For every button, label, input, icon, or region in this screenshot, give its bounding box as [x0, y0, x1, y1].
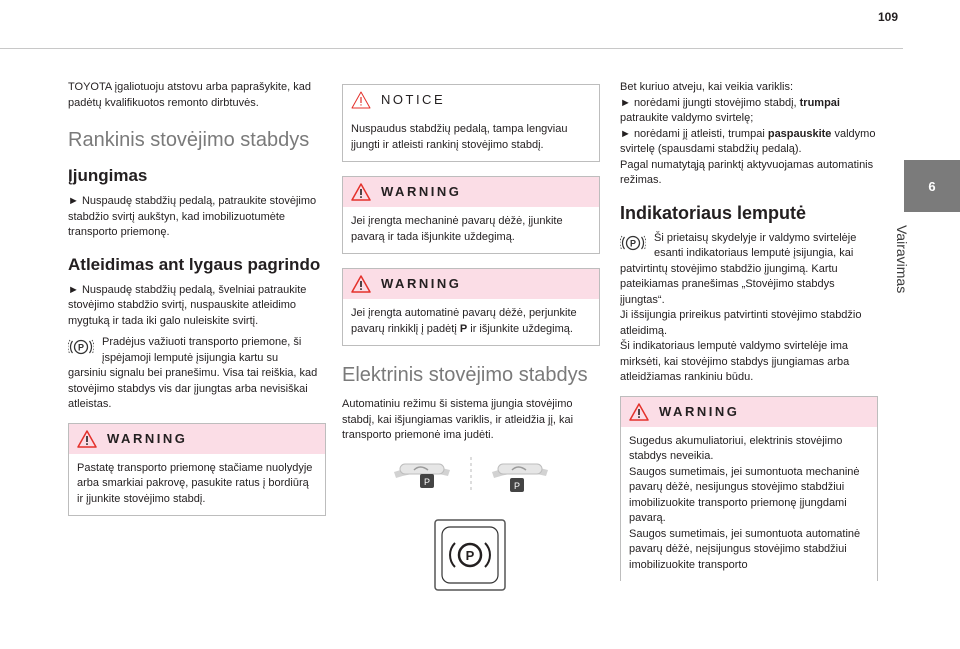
atleidimas-text: ► Nuspaudę stabdžių pedalą, švelniai patraukite stovėjimo stabdžio svirtį, nuspauskite atleidimo mygtuką ir tada iki galo nuleiskite svirtį.	[68, 283, 307, 327]
indicator-text-p3: Ši indikatoriaus lemputė valdymo svirtelėje ima mirksėti, kai stovėjimo stabdys įjungiamas arba atleidžiamas rankiniu būdu.	[620, 340, 850, 383]
heading-indikatoriaus: Indikatoriaus lemputė	[620, 202, 807, 223]
indicator-paragraph	[68, 335, 326, 366]
column-1	[68, 80, 326, 530]
notice-header	[343, 85, 599, 115]
warning-text-b: ir išjunkite uždegimą.	[467, 322, 573, 335]
intro-bullet-2	[620, 127, 878, 158]
chapter-tab	[904, 160, 960, 212]
electric-brake-figure	[342, 452, 600, 602]
warning-body	[343, 299, 599, 345]
column-2	[342, 80, 600, 602]
chapter-number: 6	[928, 178, 936, 194]
chapter-label: Vairavimas	[894, 225, 910, 294]
indicator-text-rest: patvirtintų stovėjimo stabdžio įjungimą. Kartu pateikiamas pranešimas „Stovėjimo stabdys įjungtas“.	[620, 262, 838, 306]
parking-brake-indicator-icon	[68, 337, 94, 357]
notice-body: Nuspaudus stabdžių pedalą, tampa lengviau įjungti ir atleisti rankinį stovėjimo stabdį.	[351, 123, 568, 151]
svg-text:P: P	[423, 476, 431, 487]
parking-brake-indicator-icon	[620, 233, 646, 253]
svg-text:P: P	[513, 480, 521, 491]
electric-parking-brake-switch-icon	[342, 452, 600, 602]
warning-text-a: Jei įrengta automatinė pavarų dėžė, perjunkite pavarų rinkiklį į padėtį	[351, 307, 577, 335]
bullet-1-bold: trumpai	[799, 96, 840, 109]
gear-position-p: P	[459, 322, 468, 335]
heading-ijungimas: Įjungimas	[68, 166, 148, 185]
bullet-2-bold: paspauskite	[767, 127, 832, 140]
intro-paragraph: TOYOTA įgaliotuoju atstovu arba paprašykite, kad padėtų kvalifikuotos remonto dirbtuvės.	[68, 81, 311, 109]
warning-box-manual	[342, 176, 600, 254]
warning-title: WARNING	[107, 430, 188, 446]
bullet-1-b: patraukite valdymo svirtelę;	[620, 112, 754, 124]
warning-triangle-icon	[351, 183, 371, 201]
intro-line-1: Bet kuriuo atveju, kai veikia variklis:	[620, 81, 794, 93]
heading-rankinis: Rankinis stovėjimo stabdys	[68, 129, 310, 151]
page-number: 109	[877, 10, 898, 24]
svg-text:P: P	[465, 547, 475, 563]
indicator-text-first: Pradėjus važiuoti transporto priemone, ši įspėjamoji lemputė įsijungia kartu su	[102, 336, 302, 364]
warning-box-automatic	[342, 268, 600, 346]
warning-header	[621, 397, 877, 427]
bullet-2-b: valdymo svirtelę (spausdami stabdžių pedalą).	[620, 127, 876, 155]
warning-header	[343, 177, 599, 207]
warning-title: WARNING	[659, 403, 740, 419]
indicator-text-p2: Ji išsijungia prireikus patvirtinti stovėjimo stabdžio atleidimą.	[620, 309, 862, 337]
warning-triangle-icon	[351, 275, 371, 293]
elektrinis-text: Automatiniu režimu ši sistema įjungia stovėjimo stabdį, kai išjungiamas variklis, ir atleidžia jį, kai transporto priemonė ima judėti.	[342, 398, 574, 441]
notice-title: NOTICE	[381, 92, 446, 108]
notice-triangle-icon	[351, 91, 371, 109]
warning-triangle-icon	[77, 430, 97, 448]
warning-body: Jei įrengta mechaninė pavarų dėžė, įjunkite pavarą ir tada išjunkite uždegimą.	[351, 215, 563, 243]
bullet-2-a: ► norėdami jį atleisti, trumpai	[620, 127, 768, 140]
header-divider	[0, 48, 903, 49]
warning-header	[343, 269, 599, 299]
indicator-text-first: Ši prietaisų skydelyje ir valdymo svirtelėje esanti indikatoriaus lemputė įsijungia, kai	[654, 231, 857, 259]
intro-line-4: Pagal numatytąją parinktį aktyvuojamas automatinis režimas.	[620, 158, 874, 186]
svg-text:P: P	[77, 342, 85, 353]
warning-title: WARNING	[381, 276, 462, 292]
heading-atleidimas: Atleidimas ant lygaus pagrindo	[68, 254, 321, 274]
warning-body: Pastatę transporto priemonę stačiame nuolydyje arba smarkiai pakrovę, pasukite ratus į bordiūrą ir įjunkite stovėjimo stabdį.	[77, 461, 313, 505]
warning-triangle-icon	[629, 403, 649, 421]
notice-box	[342, 84, 600, 162]
bullet-1-a: ► norėdami įjungti stovėjimo stabdį,	[620, 96, 800, 109]
svg-text:P: P	[629, 238, 637, 248]
indicator-paragraph	[620, 231, 878, 262]
indicator-text-rest: garsiniu signalu bei pranešimu. Visa tai reiškia, kad stovėjimo stabdys vis dar įjungtas arba nevisiškai atleistas.	[68, 367, 318, 410]
warning-header	[69, 424, 325, 454]
warning-box-battery	[620, 396, 878, 582]
warning-title: WARNING	[381, 184, 462, 200]
intro-bullet-1	[620, 96, 878, 127]
ijungimas-text: ► Nuspaudę stabdžių pedalą, patraukite stovėjimo stabdžio svirtį aukštyn, kad imobilizuotumėte transporto priemonę.	[68, 195, 317, 238]
warning-body: Sugedus akumuliatoriui, elektrinis stovėjimo stabdys neveikia. Saugos sumetimais, jei sumontuota mechaninė pavarų dėžė, nesijungus stovėjimo stabdžiui imobilizuokite transporto priemonę įjungdami pavarą. Saugos sumetimais, jei sumontuota automatinė pavarų dėžė, neįsijungus stovėjimo stabdžiui imobilizuokite transporto	[629, 434, 861, 571]
warning-box-slope	[68, 423, 326, 517]
heading-elektrinis: Elektrinis stovėjimo stabdys	[342, 364, 588, 386]
column-3	[620, 80, 878, 595]
